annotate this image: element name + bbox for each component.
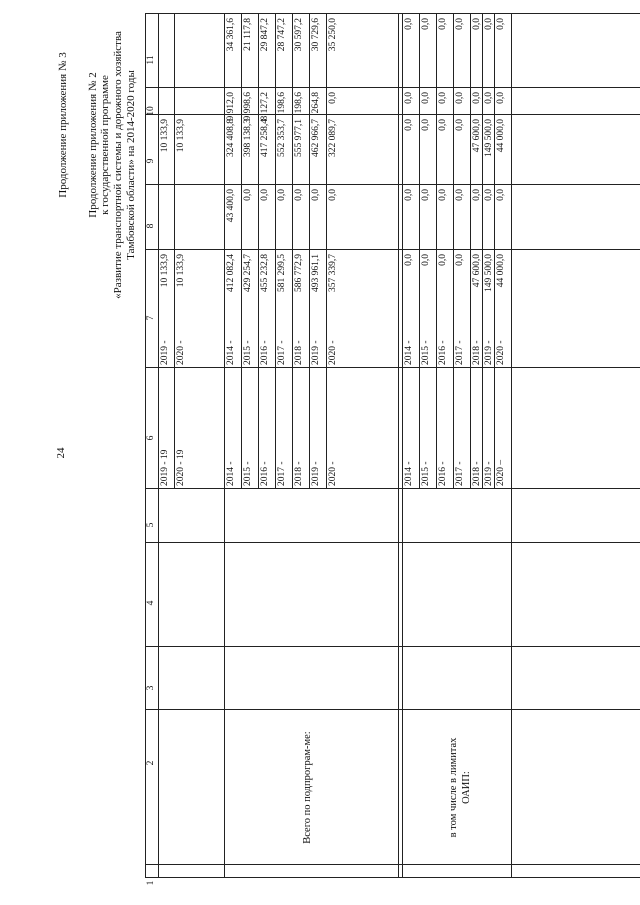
cell-col9: 149 500,0 [484,119,494,157]
cell-col9: 44 000,0 [496,119,506,153]
cell-col9: 322 089,7 [328,119,338,157]
cell-col11: 30 729,6 [311,18,321,52]
cell-col7-value: 10 133,9 [176,254,186,288]
cell-col7-year: 2019 - [160,340,170,365]
cell-col9: 462 966,7 [311,119,321,157]
column-header-4: 4 [146,600,156,606]
cell-col6: 2017 - [455,461,465,486]
cell-col7-value: 412 082,4 [226,254,236,292]
cell-col11: 0,0 [472,18,482,30]
cell-col10: 0,0 [455,92,465,104]
cell-col6: 2020 - [328,461,338,486]
cell-col11: 34 361,6 [226,18,236,52]
block1-row-line-0 [224,14,225,489]
column-header-6: 6 [146,435,156,441]
block2-row-line-2 [436,14,437,489]
cell-col7-year: 2014 - [404,340,414,365]
cell-col7-value: 0,0 [438,254,448,266]
cell-col8: 0,0 [328,189,338,201]
cell-col9: 552 353,7 [277,119,287,157]
cell-col9: 398 138,3 [243,119,253,157]
cell-col8: 0,0 [472,189,482,201]
cell-col11: 21 117,8 [243,18,253,51]
cell-col11: 0,0 [496,18,506,30]
cell-col7-year: 2017 - [277,340,287,365]
col-line-4 [145,542,640,543]
cell-col8: 0,0 [260,189,270,201]
cell-col7-year: 2015 - [243,340,253,365]
cell-col10: 9 998,6 [243,92,253,121]
cell-col10: 0,0 [404,92,414,104]
cell-col8: 0,0 [404,189,414,201]
cell-col10: 0,0 [421,92,431,104]
cell-col11: 0,0 [421,18,431,30]
cell-col6: 2014 - [404,461,414,486]
col-line-1 [145,864,640,865]
cell-col8: 0,0 [496,189,506,201]
col-line-10 [145,87,640,88]
column-header-8: 8 [146,223,156,229]
block2-row-line-6 [494,14,495,489]
cell-col11: 0,0 [404,18,414,30]
cell-col11: 0,0 [438,18,448,30]
cell-col7-value: 0,0 [455,254,465,266]
cell-col7-year: 2016 - [438,340,448,365]
cell-col6: 2015 - [243,461,253,486]
cell-col6: 2016 - [260,461,270,486]
cell-col9: 417 258,4 [260,119,270,157]
cell-col10: 0,0 [472,92,482,104]
cell-col11: 0,0 [484,18,494,30]
block2-row-line-0 [402,14,403,489]
block1-label: Всего по подпрограм-ме: [302,731,313,844]
cell-col11: 30 597,2 [294,18,304,52]
cell-col8: 0,0 [484,189,494,201]
cell-col7-year: 2019 - [311,340,321,365]
cell-col7-value: 581 299,5 [277,254,287,292]
block1-row-line-2 [258,14,259,489]
cell-col9: 555 977,1 [294,119,304,157]
cell-col10: 0,0 [496,92,506,104]
cell-col9: 0,0 [438,119,448,131]
cell-col10: 264,8 [311,92,321,114]
cell-col8: 0,0 [421,189,431,201]
cell-col8: 0,0 [277,189,287,201]
column-header-2: 2 [146,760,156,766]
top-row-line-0 [158,14,159,489]
cell-col7-value: 149 500,0 [484,254,494,292]
block2-row-line-1 [419,14,420,489]
cell-col10: 0,0 [484,92,494,104]
cell-col7-value: 586 772,9 [294,254,304,292]
table-top-line [145,14,146,878]
cell-col11: 35 250,0 [328,18,338,52]
cell-col10: 0,0 [438,92,448,104]
cell-col7-value: 10 133,9 [160,254,170,288]
column-header-3: 3 [146,685,156,691]
col-line-6 [145,367,640,368]
cell-col6: 2017 - [277,461,287,486]
appendix-header-line3: к государственной программе [99,75,111,215]
cell-col7-year: 2017 - [455,340,465,365]
cell-col7-year: 2018 - [472,340,482,365]
cell-col7-year: 2020 - [176,340,186,365]
block1-row-line-1 [241,14,242,489]
cell-col9: 324 408,8 [226,119,236,157]
cell-col7-value: 455 232,8 [260,254,270,292]
cell-col9: 10 133,9 [160,119,170,153]
cell-col8: 43 400,0 [226,189,236,223]
cell-col8: 0,0 [243,189,253,201]
col-line-3 [145,646,640,647]
appendix-header-line5: Тамбовской области» на 2014-2020 годы [125,70,137,260]
cell-col6: 2019 - [484,461,494,486]
column-header-9: 9 [146,158,156,164]
cell-col6: 2018 - [472,461,482,486]
cell-col10: 9 912,0 [226,92,236,121]
cell-col8: 0,0 [294,189,304,201]
cell-col7-year: 2018 - [294,340,304,365]
cell-col7-year: 2014 - [226,340,236,365]
appendix-header-line1: Продолжение приложения № 3 [57,52,69,198]
cell-col10: 198,6 [294,92,304,114]
cell-col9: 0,0 [404,119,414,131]
cell-col6: 2019 - 19 [160,449,170,486]
col-line-7 [145,249,640,250]
cell-col6: 2015 - [421,461,431,486]
column-header-10: 10 [146,106,156,116]
top-row-line-1 [174,14,175,489]
appendix-header-line4: «Развитие транспортной системы и дорожного хозяйства [112,31,124,299]
cell-col7-value: 429 254,7 [243,254,253,292]
cell-col10: 8 127,2 [260,92,270,121]
cell-col7-value: 493 961,1 [311,254,321,292]
cell-col7-year: 2020 - [496,340,506,365]
cell-col7-value: 357 339,7 [328,254,338,292]
col-line-9 [145,114,640,115]
cell-col6: 2019 - [311,461,321,486]
appendix-header-line2: Продолжение приложения № 2 [87,72,99,218]
cell-col6: 2014 - [226,461,236,486]
cell-col11: 28 747,2 [277,18,287,52]
block2-block-bottom [511,14,512,878]
cell-col8: 0,0 [455,189,465,201]
cell-col8: 0,0 [438,189,448,201]
cell-col7-year: 2020 - [328,340,338,365]
cell-col7-year: 2016 - [260,340,270,365]
column-header-11: 11 [146,55,156,65]
col-line-2 [145,709,640,710]
block1-row-line-4 [292,14,293,489]
block1-block-bottom [398,14,399,878]
cell-col8: 0,0 [311,189,321,201]
block2-row-line-4 [470,14,471,489]
cell-col7-value: 0,0 [421,254,431,266]
col-line-11 [145,13,640,14]
page-number: 24 [55,447,67,459]
cell-col6: 2016 - [438,461,448,486]
column-header-7: 7 [146,315,156,321]
cell-col7-year: 2015 - [421,340,431,365]
cell-col6: 2020 - 19 [176,449,186,486]
column-header-1: 1 [146,880,156,886]
cell-col7-value: 44 000,0 [496,254,506,288]
col-line-8 [145,184,640,185]
block2-row-line-3 [453,14,454,489]
cell-col6: 2020 – [496,459,506,486]
block1-row-line-5 [309,14,310,489]
cell-col9: 10 133,9 [176,119,186,153]
block1-row-line-3 [275,14,276,489]
cell-col6: 2018 - [294,461,304,486]
block2-row-line-5 [482,14,483,489]
block2-label: в том числе в лимитах ОАИП: [447,737,472,838]
cell-col9: 0,0 [421,119,431,131]
cell-col7-value: 47 600,0 [472,254,482,288]
cell-col10: 198,6 [277,92,287,114]
col-line-0 [145,877,640,878]
cell-col7-value: 0,0 [404,254,414,266]
block1-row-line-6 [326,14,327,489]
col-line-5 [145,488,640,489]
cell-col11: 29 847,2 [260,18,270,52]
column-header-5: 5 [146,522,156,528]
cell-col9: 47 600,0 [472,119,482,153]
cell-col9: 0,0 [455,119,465,131]
cell-col10: 0,0 [328,92,338,104]
cell-col7-year: 2019 - [484,340,494,365]
cell-col11: 0,0 [455,18,465,30]
